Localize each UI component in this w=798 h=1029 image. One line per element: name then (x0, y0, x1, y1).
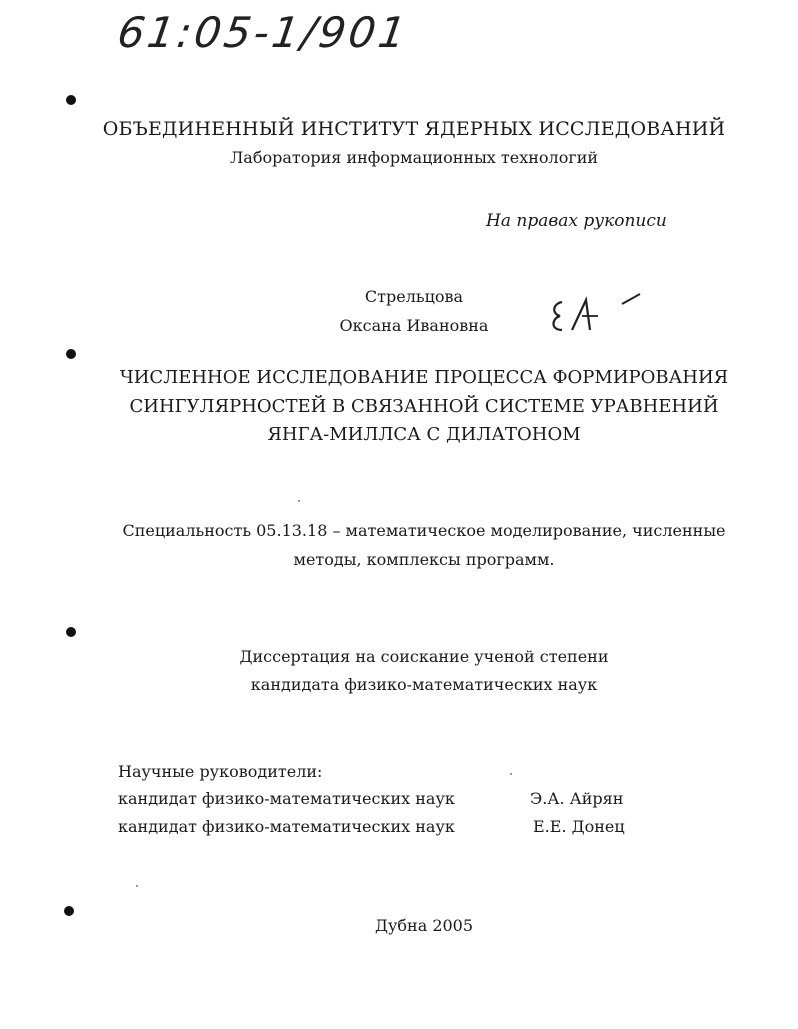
scan-speck (136, 885, 138, 887)
punch-hole-4 (64, 906, 74, 916)
signature-icon (548, 290, 648, 340)
specialty-line-1: Специальность 05.13.18 – математическое моделирование, численные (122, 521, 726, 540)
dissertation-title-line-2: СИНГУЛЯРНОСТЕЙ В СВЯЗАННОЙ СИСТЕМЕ УРАВНЕНИЙ (129, 396, 719, 417)
dissertation-degree-line-1: Диссертация на соискание ученой степени (239, 647, 609, 666)
dissertation-title-line-3: ЯНГА-МИЛЛСА С ДИЛАТОНОМ (267, 424, 581, 445)
manuscript-rights: На правах рукописи (486, 211, 667, 231)
archive-code: 61:05-1/901 (114, 8, 412, 57)
dissertation-degree-line-2: кандидата физико-математических наук (250, 675, 598, 694)
laboratory-name: Лаборатория информационных технологий (229, 148, 599, 167)
advisor-1-name: Э.А. Айрян (530, 789, 624, 808)
punch-hole-2 (66, 349, 76, 359)
advisor-2-degree: кандидат физико-математических наук (118, 817, 455, 836)
punch-hole-1 (66, 95, 76, 105)
author-surname: Стрельцова (364, 287, 464, 306)
city-year: Дубна 2005 (374, 916, 474, 935)
author-given-names: Оксана Ивановна (339, 316, 489, 335)
advisor-1-degree: кандидат физико-математических наук (118, 789, 455, 808)
scan-speck (298, 500, 300, 502)
institute-name: ОБЪЕДИНЕННЫЙ ИНСТИТУТ ЯДЕРНЫХ ИССЛЕДОВАНИЙ (102, 118, 726, 140)
advisors-label: Научные руководители: (118, 762, 323, 781)
scan-speck (510, 773, 512, 775)
advisor-2-name: Е.Е. Донец (533, 817, 625, 836)
dissertation-title-line-1: ЧИСЛЕННОЕ ИССЛЕДОВАНИЕ ПРОЦЕССА ФОРМИРОВАНИЯ (119, 367, 729, 388)
specialty-line-2: методы, комплексы программ. (293, 550, 555, 569)
punch-hole-3 (66, 627, 76, 637)
